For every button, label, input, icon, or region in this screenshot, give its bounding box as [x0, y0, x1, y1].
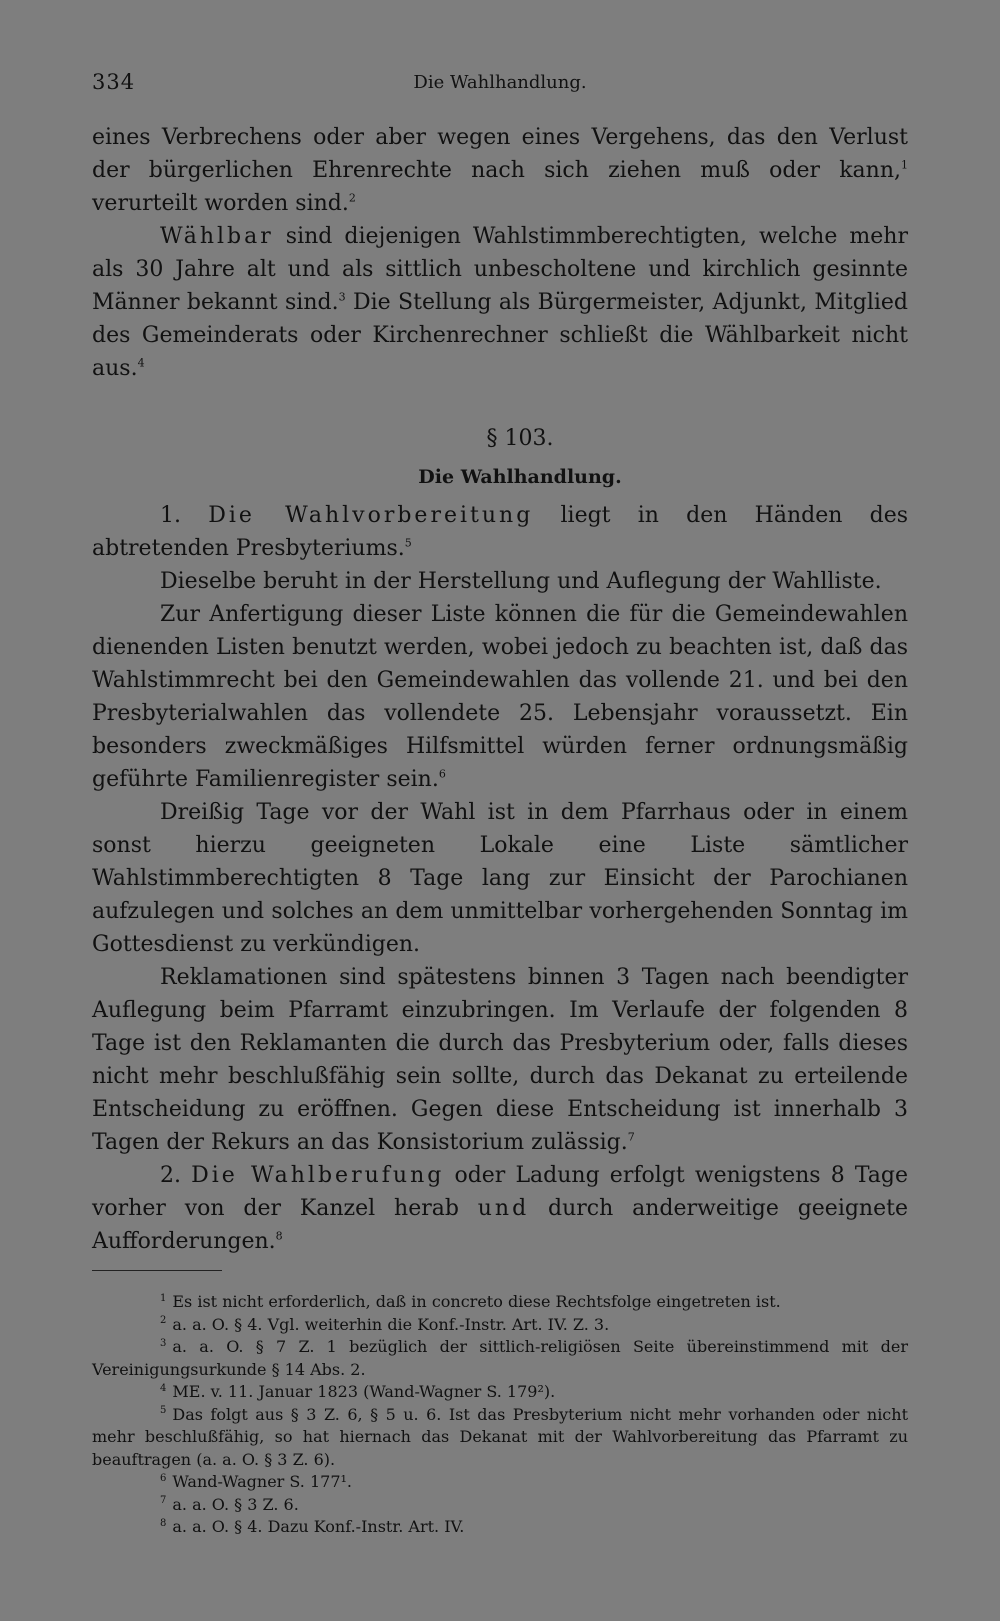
paragraph-1 [92, 499, 908, 565]
paragraph-waehlbar [92, 220, 908, 385]
paragraph-6 [92, 1159, 908, 1258]
footnote-rule [92, 1270, 222, 1271]
paragraph-3 [92, 598, 908, 796]
footnote-mark: 3 [160, 1337, 167, 1349]
paragraph-text: Zur Anfertigung dieser Liste können die für die Gemeindewahlen dienenden Listen benutzt werden, wobei jedoch zu beachten ist, daß das Wahlstimmrecht bei den Gemeindewahlen das vollende 21. und bei den Presbyterialwahlen das vollendete 25. Lebensjahr voraussetzt. Ein besonders zweckmäßiges Hilfsmittel würden ferner ordnungsmäßig geführte Familienregister sein. [92, 602, 908, 792]
footnote-ref: 6 [438, 767, 446, 781]
paragraph-text: liegt in den Händen des abtretenden Presbyteriums. [92, 503, 909, 561]
footnote-ref: 3 [338, 290, 346, 304]
section-title: Die Wahlhandlung. [418, 466, 622, 488]
footnote-mark: 4 [160, 1382, 167, 1394]
footnote-mark: 7 [160, 1495, 167, 1507]
footnote-mark: 5 [160, 1405, 167, 1417]
footnote-mark: 2 [160, 1315, 167, 1327]
running-head: Die Wahlhandlung. [413, 72, 587, 93]
footnotes [92, 1291, 908, 1539]
footnote-ref: 1 [901, 158, 908, 172]
paragraph-intro [92, 121, 908, 220]
paragraph-text: sind diejenigen Wahlstimmberechtigten, welche mehr als 30 Jahre alt und als sittlich unbescholtene und kirchlich gesinnte Männer bekannt sind. [92, 224, 908, 315]
footnote-ref: 8 [275, 1229, 283, 1243]
section-gap [92, 385, 908, 421]
footnote-text: Es ist nicht erforderlich, daß in concreto diese Rechtsfolge eingetreten ist. [172, 1292, 781, 1311]
footnote-text: a. a. O. § 7 Z. 1 bezüglich der sittlich-religiösen Seite übereinstimmend mit der Vereinigungsurkunde § 14 Abs. 2. [92, 1337, 908, 1379]
footnote [92, 1516, 908, 1539]
footnote-text: Das folgt aus § 3 Z. 6, § 5 u. 6. Ist das Presbyterium nicht mehr vorhanden oder nicht mehr beschlußfähig, so hat hiernach das Dekanat mit der Wahlvorbereitung das Pfarramt zu beauftragen (a. a. O. § 3 Z. 6). [92, 1404, 908, 1469]
footnote-ref: 5 [404, 536, 412, 550]
paragraph-text: eines Verbrechens oder aber wegen eines Vergehens, das den Verlust der bürgerlichen Ehrenrechte nach sich ziehen muß oder kann, [92, 125, 908, 183]
footnote-text: a. a. O. § 3 Z. 6. [172, 1494, 299, 1514]
paragraph-text: oder Ladung erfolgt wenigstens 8 Tage vorher von der Kanzel herab [92, 1163, 909, 1221]
footnote [92, 1494, 908, 1517]
item-number: 1. [160, 503, 209, 528]
footnote-ref: 4 [137, 356, 145, 370]
main-text [92, 121, 908, 1258]
paragraph-text: Die Stellung als Bürgermeister, Adjunkt, Mitglied des Gemeinderats oder Kirchenrechner schließt die Wählbarkeit nicht aus. [92, 290, 908, 381]
section-number: § 103. [486, 426, 554, 451]
footnote-text: a. a. O. § 4. Dazu Konf.-Instr. Art. IV. [172, 1517, 465, 1536]
footnote-mark: 1 [160, 1292, 167, 1304]
page-header [92, 70, 908, 98]
footnote [92, 1404, 908, 1472]
footnote-text: a. a. O. § 4. Vgl. weiterhin die Konf.-Instr. Art. IV. Z. 3. [172, 1314, 610, 1334]
footnote-text: ME. v. 11. Januar 1823 (Wand-Wagner S. 179²). [172, 1382, 556, 1401]
footnote-mark: 6 [160, 1472, 167, 1484]
footnote [92, 1381, 908, 1404]
spaced-term: Die Wahlberufung [191, 1163, 445, 1188]
paragraph-text: verurteilt worden sind. [92, 191, 349, 216]
footnote [92, 1291, 908, 1314]
footnote [92, 1471, 908, 1494]
item-number: 2. [160, 1163, 192, 1188]
paragraph-text: Reklamationen sind spätestens binnen 3 Tagen nach beendigter Auflegung beim Pfarramt einzubringen. Im Verlaufe der folgenden 8 Tage ist den Reklamanten die durch das Presbyterium oder, falls dieses nicht mehr beschlußfähig sein sollte, durch das Dekanat zu erteilende Entscheidung zu eröffnen. Gegen diese Entscheidung ist innerhalb 3 Tagen der Rekurs an das Konsistorium zulässig. [92, 965, 908, 1155]
spaced-term: und [477, 1196, 530, 1221]
footnote-ref: 2 [348, 191, 356, 205]
footnote-ref: 7 [627, 1130, 635, 1144]
footnote [92, 1336, 908, 1381]
paragraph-text: durch anderweitige geeignete Aufforderungen. [92, 1196, 908, 1254]
footnote [92, 1314, 908, 1337]
paragraph-4: Dreißig Tage vor der Wahl ist in dem Pfarrhaus oder in einem sonst hierzu geeigneten Lokale eine Liste sämtlicher Wahlstimmberechtigten 8 Tage lang zur Einsicht der Parochianen aufzulegen und solches an dem unmittelbar vorhergehenden Sonntag im Gottesdienst zu verkündigen. [92, 800, 908, 957]
paragraph-5 [92, 961, 908, 1159]
footnote-text: Wand-Wagner S. 177¹. [172, 1472, 352, 1491]
page-number: 334 [92, 70, 136, 94]
spaced-term: Die Wahlvorbereitung [208, 503, 534, 528]
paragraph-2: Dieselbe beruht in der Herstellung und Auflegung der Wahlliste. [160, 569, 882, 594]
footnote-mark: 8 [160, 1517, 167, 1529]
spaced-term: Wählbar [160, 224, 274, 249]
